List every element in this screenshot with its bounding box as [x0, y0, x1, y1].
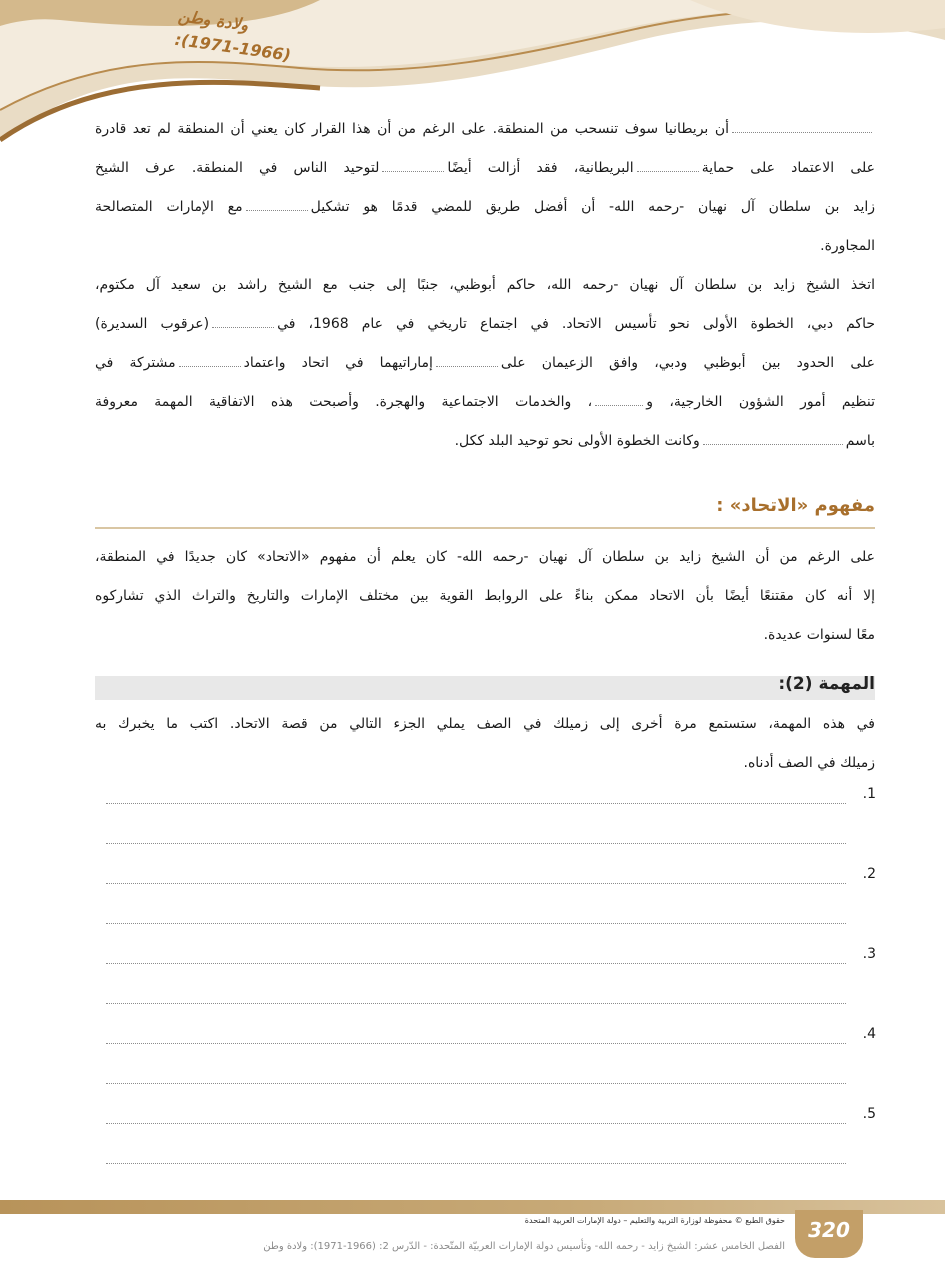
fill-blank[interactable]: [637, 159, 699, 172]
answer-line[interactable]: [106, 882, 846, 884]
text-line: زايد بن سلطان آل نهيان -رحمه الله- أن أفضل طريق للمضي قدمًا هو تشكيلمع الإمارات المتصالحة: [95, 199, 875, 215]
fill-blank[interactable]: [732, 120, 872, 133]
item-number: .4: [862, 1026, 876, 1042]
answer-item-5: [96, 1100, 876, 1140]
answer-line[interactable]: [106, 842, 846, 844]
text-line: معًا لسنوات عديدة.: [763, 627, 875, 643]
text-line: على الحدود بين أبوظبي ودبي، وافق الزعيمان علىإماراتيهما في اتحاد واعتمادمشتركة في: [95, 355, 876, 371]
text-line: تنظيم أمور الشؤون الخارجية، و، والخدمات الاجتماعية والهجرة. وأصبحت هذه الاتفاقية المهمة معروفة: [95, 394, 875, 410]
page-number: 320: [808, 1218, 850, 1242]
fill-blank[interactable]: [179, 354, 241, 367]
item-number: .5: [862, 1106, 876, 1122]
breadcrumb: الفصل الخامس عشر: الشيخ زايد - رحمه الله- وتأسيس دولة الإمارات العربيّة المتّحدة: - الدّرس 2: (1966-1971): ولادة وطن: [263, 1241, 785, 1252]
text-line: إلا أنه كان مقتنعًا أيضًا بأن الاتحاد ممكن بناءً على الروابط القوية بين مختلف الإمارات والتاريخ والتراث الذي تشاركوه: [95, 588, 875, 604]
answer-line[interactable]: [106, 802, 846, 804]
answer-item-2: [96, 860, 876, 900]
answer-line[interactable]: [106, 1082, 846, 1084]
answer-line[interactable]: [106, 962, 846, 964]
lesson-title-years: (1971-1966):: [173, 29, 292, 65]
concept-heading-underline: [95, 527, 875, 529]
fill-blank[interactable]: [212, 315, 274, 328]
text-line: المجاورة.: [820, 238, 875, 254]
item-number: .3: [862, 946, 876, 962]
fill-blank[interactable]: [246, 198, 308, 211]
answer-line[interactable]: [106, 1162, 846, 1164]
task-heading-bar: [95, 676, 875, 700]
item-number: .2: [862, 866, 876, 882]
copyright-notice: حقوق الطبع © محفوظة لوزارة التربية والتعليم – دولة الإمارات العربية المتحدة: [524, 1216, 785, 1225]
text-line: على الرغم من أن الشيخ زايد بن سلطان آل نهيان -رحمه الله- كان يعلم أن مفهوم «الاتحاد» كان جديدًا في المنطقة،: [95, 549, 875, 565]
concept-heading: مفهوم «الاتحاد» :: [716, 495, 875, 516]
text-line: اتخذ الشيخ زايد بن سلطان آل نهيان -رحمه الله، حاكم أبوظبي، جنبًا إلى جنب مع الشيخ راشد بن سعيد آل مكتوم،: [95, 277, 875, 293]
fill-blank[interactable]: [703, 432, 843, 445]
text-line: أن بريطانيا سوف تنسحب من المنطقة. على الرغم من أن هذا القرار كان يعني أن المنطقة لم تعد قادرة: [95, 110, 875, 149]
task-heading: المهمة (2):: [778, 674, 875, 694]
paragraph-concept: [95, 538, 875, 655]
paragraph-first-step: [95, 266, 875, 461]
answer-line[interactable]: [106, 1042, 846, 1044]
text-line: على الاعتماد على حمايةالبريطانية، فقد أزالت أيضًالتوحيد الناس في المنطقة. عرف الشيخ: [95, 160, 875, 176]
text-line: باسموكانت الخطوة الأولى نحو توحيد البلد ككل.: [454, 433, 875, 449]
text-line: في هذه المهمة، ستستمع مرة أخرى إلى زميلك في الصف يملي الجزء التالي من قصة الاتحاد. اكتب ما يخبرك به: [95, 716, 875, 732]
answer-item-1: [96, 780, 876, 820]
text-line: حاكم دبي، الخطوة الأولى نحو تأسيس الاتحاد. في اجتماع تاريخي في عام 1968، في(عرقوب السديرة): [95, 316, 875, 332]
fill-blank[interactable]: [382, 159, 444, 172]
paragraph-withdrawal: [95, 110, 875, 266]
answer-item-3: [96, 940, 876, 980]
answer-line[interactable]: [106, 922, 846, 924]
lesson-title-main: ولادة وطن: [177, 5, 250, 35]
answer-line[interactable]: [106, 1122, 846, 1124]
item-number: .1: [862, 786, 876, 802]
task-instructions: [95, 705, 875, 783]
answer-line[interactable]: [106, 1002, 846, 1004]
fill-blank[interactable]: [595, 393, 643, 406]
answer-item-4: [96, 1020, 876, 1060]
fill-blank[interactable]: [436, 354, 498, 367]
text-line: زميلك في الصف أدناه.: [743, 755, 875, 771]
